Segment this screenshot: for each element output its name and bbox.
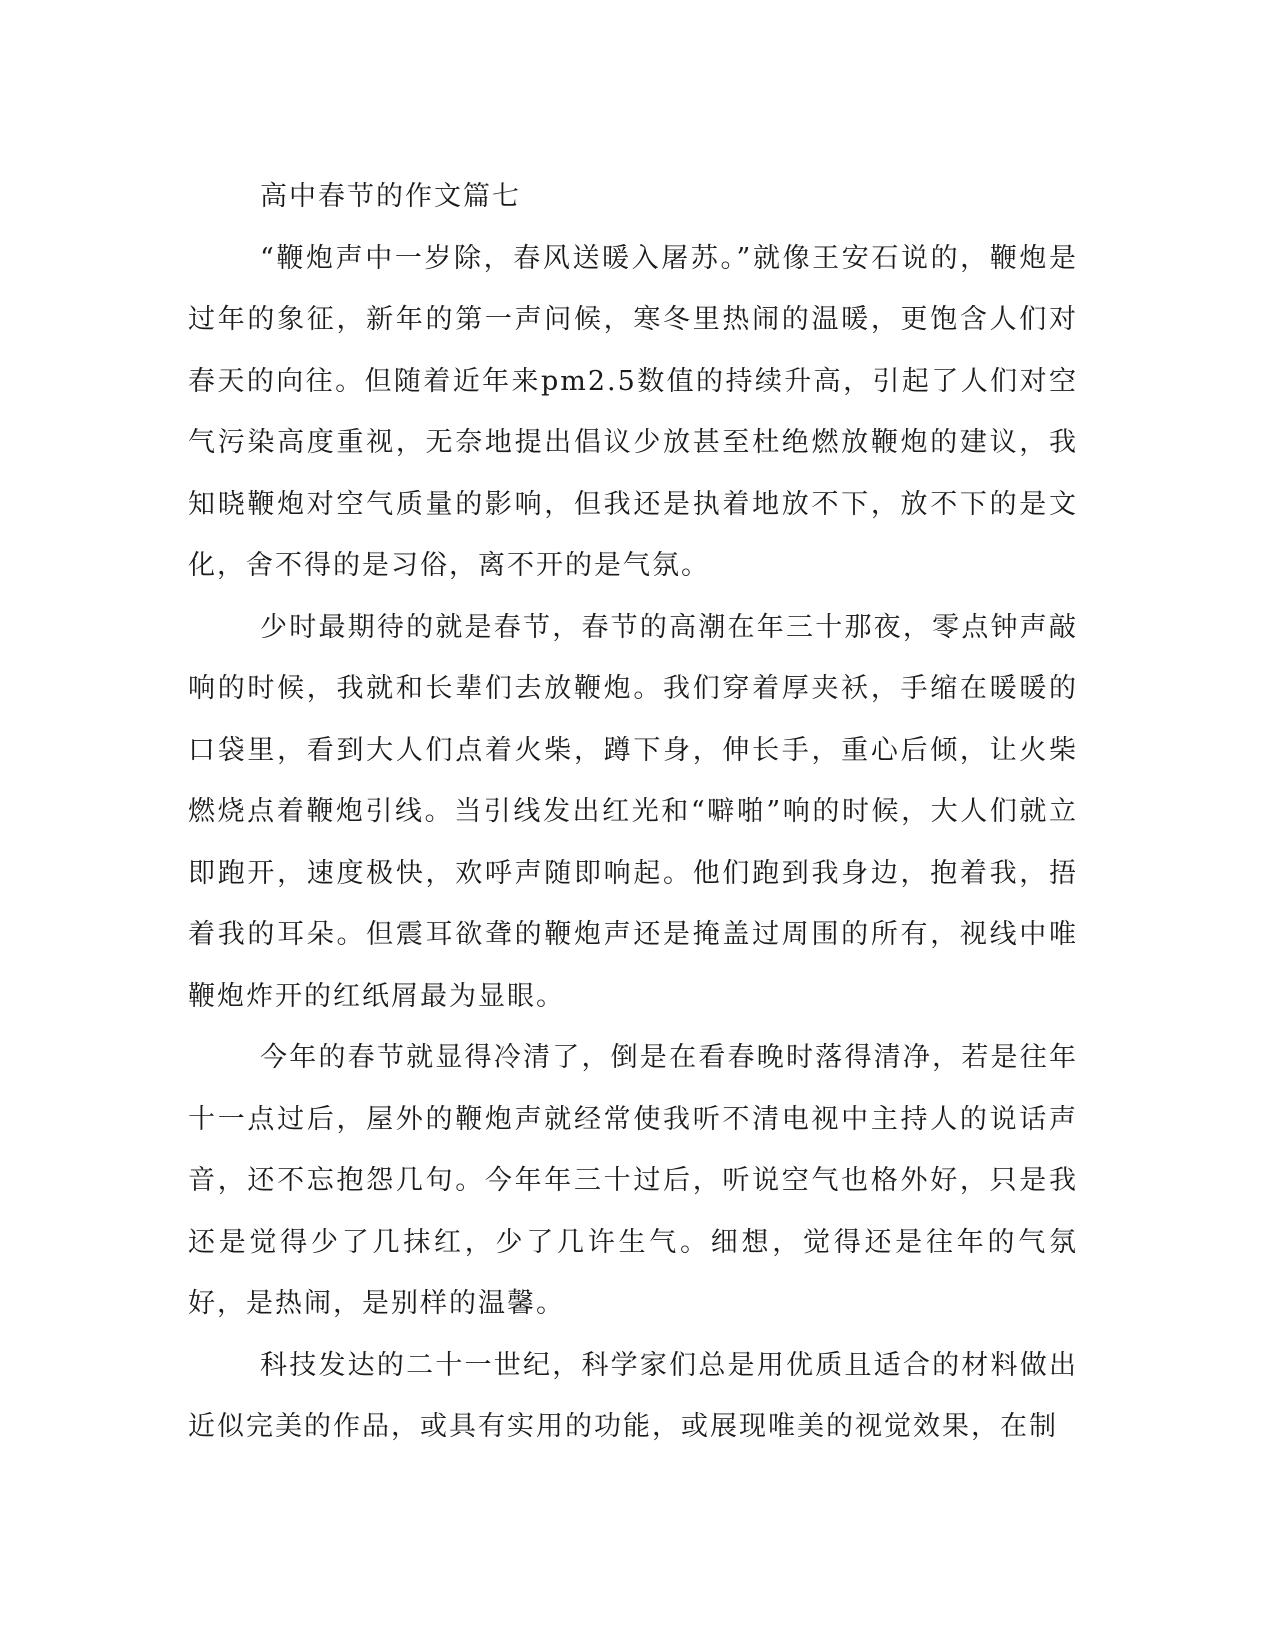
- paragraph-3: 今年的春节就显得冷清了，倒是在看春晚时落得清净，若是往年十一点过后，屋外的鞭炮声就经常使我听不清电视中主持人的说话声音，还不忘抱怨几句。今年年三十过后，听说空气也格外好，只是我还是觉得少了几抹红，少了几许生气。细想，觉得还是往年的气氛好，是热闹，是别样的温馨。: [188, 1042, 1078, 1319]
- essay-title: 高中春节的作文篇七: [260, 181, 521, 212]
- paragraph-4: 科技发达的二十一世纪，科学家们总是用优质且适合的材料做出近似完美的作品，或具有实用的功能，或展现唯美的视觉效果，在制: [188, 1349, 1078, 1442]
- paragraph-2: 少时最期待的就是春节，春节的高潮在年三十那夜，零点钟声敲响的时候，我就和长辈们去放鞭炮。我们穿着厚夹袄，手缩在暖暖的口袋里，看到大人们点着火柴，蹲下身，伸长手，重心后倾，让火柴燃烧点着鞭炮引线。当引线发出红光和“噼啪”响的时候，大人们就立即跑开，速度极快，欢呼声随即响起。他们跑到我身边，抱着我，捂着我的耳朵。但震耳欲聋的鞭炮声还是掩盖过周围的所有，视线中唯鞭炮炸开的红纸屑最为显眼。: [188, 611, 1078, 1012]
- paragraph-1: “鞭炮声中一岁除，春风送暖入屠苏。”就像王安石说的，鞭炮是过年的象征，新年的第一声问候，寒冬里热闹的温暖，更饱含人们对春天的向往。但随着近年来pm2.5数值的持续升高，引起了人们对空气污染高度重视，无奈地提出倡议少放甚至杜绝燃放鞭炮的建议，我知晓鞭炮对空气质量的影响，但我还是执着地放不下，放不下的是文化，舍不得的是习俗，离不开的是气氛。: [188, 242, 1078, 581]
- document-body: [188, 166, 1078, 1458]
